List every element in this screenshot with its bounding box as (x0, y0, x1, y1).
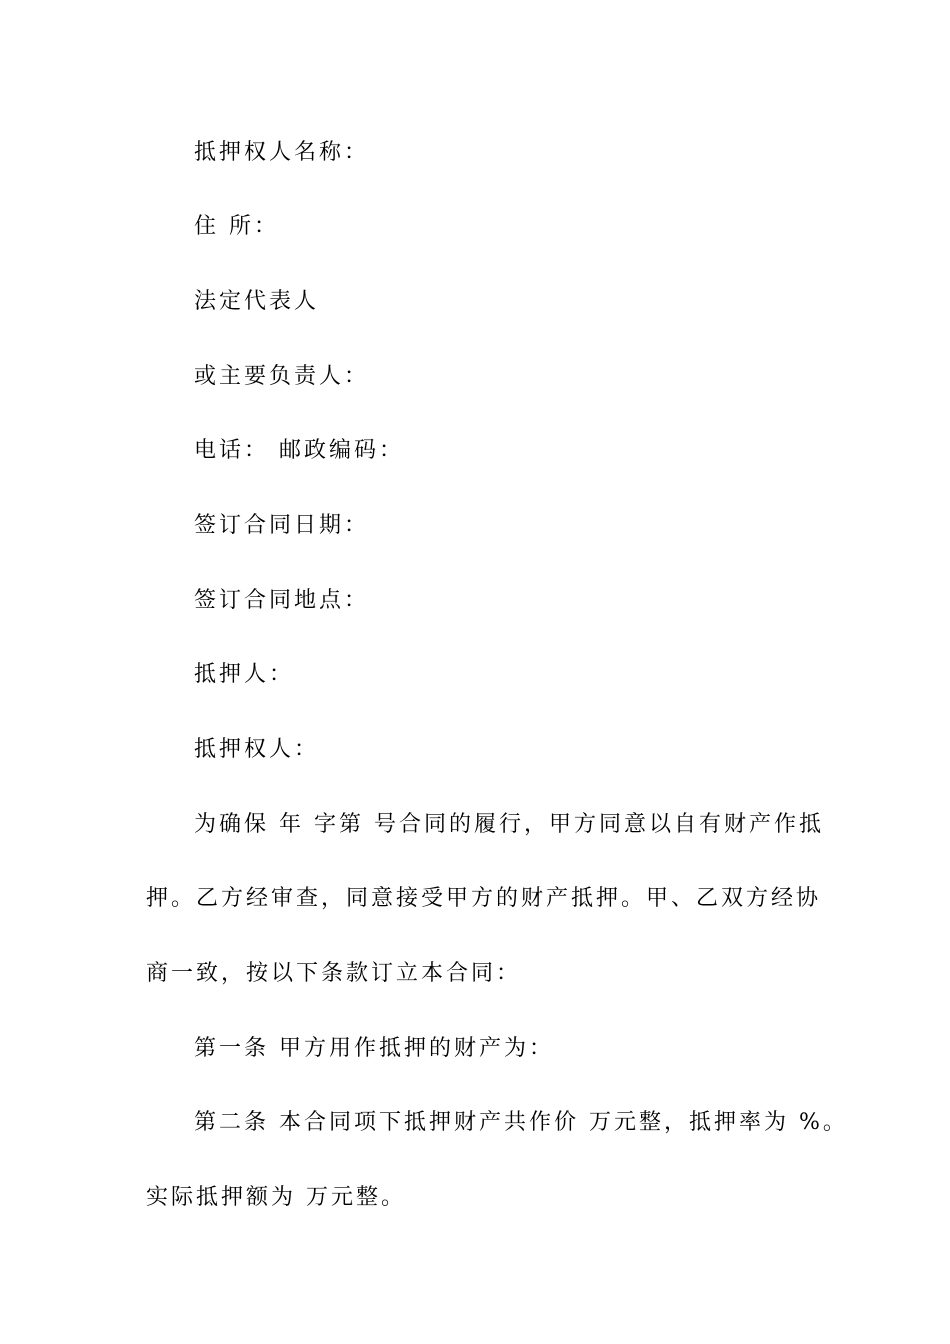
phone-postcode-label: 电话： 邮政编码： (194, 438, 404, 463)
preamble-line-2: 押。乙方经审查，同意接受甲方的财产抵押。甲、乙双方经协 (146, 886, 822, 911)
article-1: 第一条 甲方用作抵押的财产为： (194, 1036, 554, 1061)
mortgagor-label: 抵押人： (194, 662, 295, 687)
address-label: 住 所： (194, 214, 279, 239)
signing-place-label: 签订合同地点： (194, 588, 370, 613)
article-2-line-1: 第二条 本合同项下抵押财产共作价 万元整，抵押率为 %。 (194, 1110, 848, 1135)
mortgagee-label: 抵押权人： (194, 737, 320, 762)
preamble-line-1: 为确保 年 字第 号合同的履行，甲方同意以自有财产作抵 (194, 812, 824, 837)
signing-date-label: 签订合同日期： (194, 513, 370, 538)
legal-representative-label: 法定代表人 (194, 289, 320, 314)
principal-responsible-label: 或主要负责人： (194, 364, 370, 389)
mortgagee-name-label: 抵押权人名称： (194, 140, 370, 165)
preamble-line-3: 商一致，按以下条款订立本合同： (146, 961, 522, 986)
article-2-line-2: 实际抵押额为 万元整。 (146, 1185, 406, 1210)
